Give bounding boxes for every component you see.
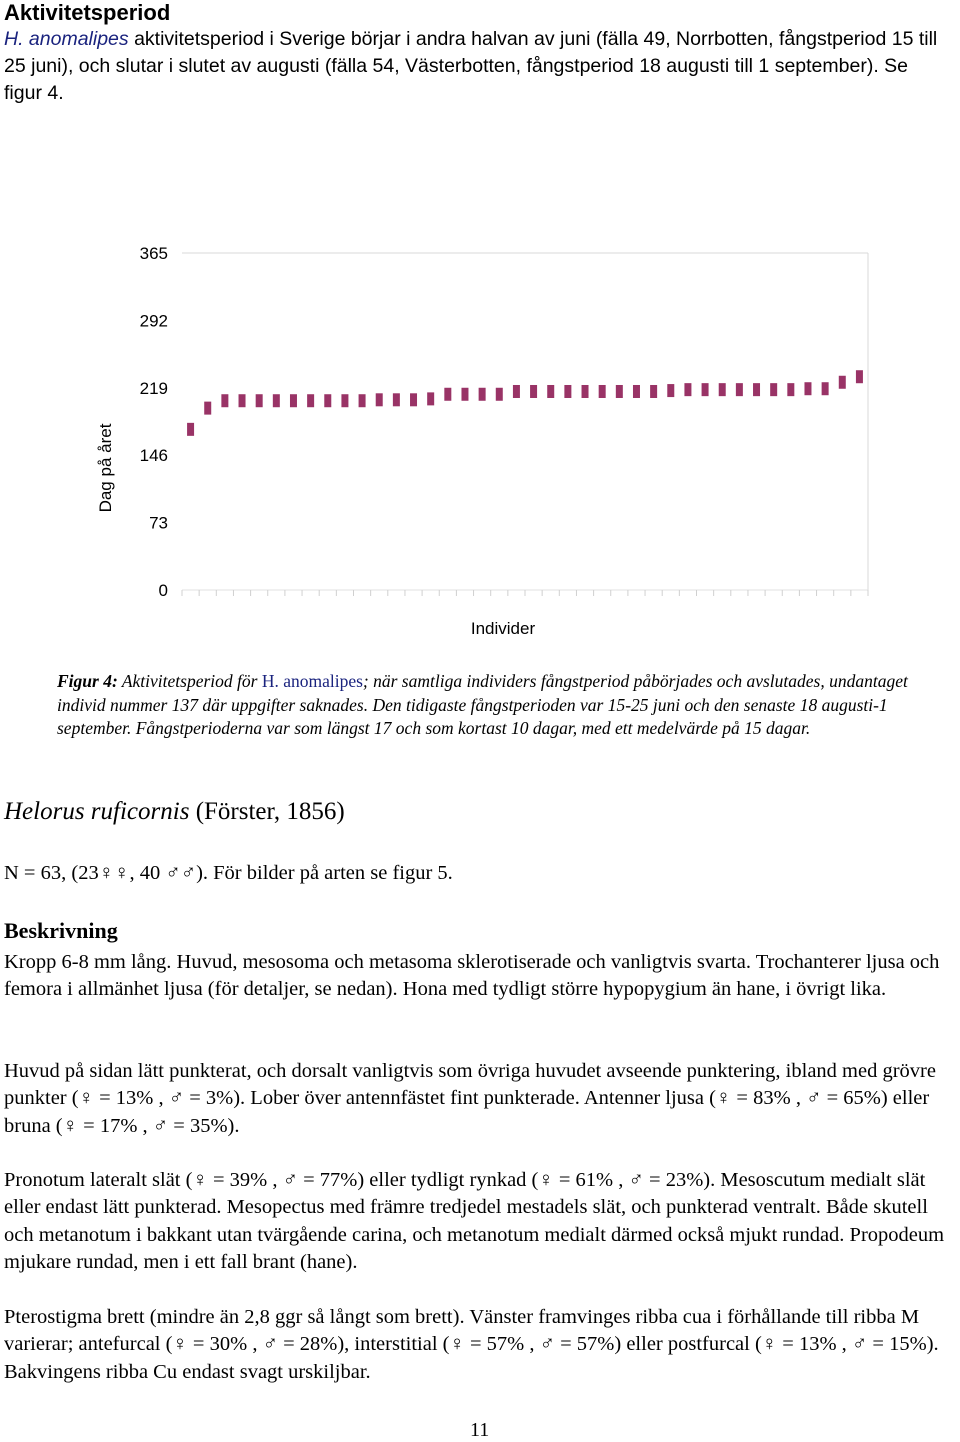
description-heading: Beskrivning [4, 918, 118, 943]
data-point [187, 423, 194, 436]
data-point [650, 385, 657, 398]
data-point [221, 394, 228, 407]
data-point [753, 383, 760, 396]
specimen-count: N = 63, (23♀♀, 40 ♂♂). För bilder på arten se figur 5. [4, 862, 453, 884]
y-tick-label: 292 [139, 311, 168, 331]
y-tick-label: 0 [158, 581, 168, 600]
data-point [804, 382, 811, 395]
data-point [256, 394, 263, 407]
data-point [513, 385, 520, 398]
data-point [787, 383, 794, 396]
page-number: 11 [470, 1419, 490, 1441]
y-tick-label: 146 [139, 446, 168, 466]
data-point [359, 394, 366, 407]
data-point [376, 393, 383, 406]
data-point [496, 388, 503, 401]
data-point [444, 388, 451, 401]
caption-part1: Aktivitetsperiod för [117, 671, 262, 691]
data-point [307, 394, 314, 407]
data-point [684, 383, 691, 396]
caption-label: Figur 4: [57, 671, 118, 691]
data-point [822, 382, 829, 395]
data-point [239, 394, 246, 407]
data-point [204, 402, 211, 415]
section-title-aktivitetsperiod: Aktivitetsperiod [4, 0, 171, 25]
data-point [410, 393, 417, 406]
data-point [564, 385, 571, 398]
caption-part2: ; när samtliga individers fångstperiod påbörjades och avslutades, undantaget individ nummer 137 där uppgifter saknades. Den tidigaste fångstperioden var 15-25 juni och den senaste 18 augusti-1 september. Fångstperioderna var som längst 17 och som kortast 10 dagar, med ett medelvärde på 15 dagar. [57, 671, 908, 738]
data-point [839, 376, 846, 389]
data-point [582, 385, 589, 398]
paragraph-body: Kropp 6-8 mm lång. Huvud, mesosoma och metasoma sklerotiserade och vanligtvis svarta. Trochanterer ljusa och femora i allmänhet ljusa (för detaljer, se nedan). Hona med tydligt större hypopygium än hane, i övrigt lika. [4, 951, 940, 1001]
paragraph-wings: Pterostigma brett (mindre än 2,8 ggr så långt som brett). Vänster framvinges ribba cua i förhållande till ribba M varierar; antefurcal (♀ = 30% , ♂ = 28%), interstitial (♀ = 57% , ♂ = 57%) eller postfurcal (♀ = 13% , ♂ = 15%). Bakvingens ribba Cu endast svagt urskiljbar. [4, 1306, 939, 1383]
activity-period-chart [0, 235, 960, 655]
intro-paragraph [4, 26, 944, 107]
species-heading [4, 796, 345, 828]
y-tick-label: 219 [139, 378, 168, 398]
data-point [393, 393, 400, 406]
x-axis-label: Individer [470, 619, 536, 638]
data-point [461, 388, 468, 401]
paragraph-head: Huvud på sidan lätt punkterat, och dorsalt vanligtvis som övriga huvudet avseende punktering, ibland med grövre punkter (♀ = 13% , ♂ = 3%). Lober över antennfästet fint punkterade. Antenner ljusa (♀ = 83% , ♂ = 65%) eller bruna (♀ = 17% , ♂ = 35%). [4, 1060, 936, 1137]
figure-caption [57, 670, 917, 741]
data-point [290, 394, 297, 407]
data-point [856, 370, 863, 383]
data-point [633, 385, 640, 398]
data-point [273, 394, 280, 407]
data-point [667, 384, 674, 397]
data-point [770, 383, 777, 396]
data-point [427, 392, 434, 405]
y-axis-label: Dag på året [96, 423, 115, 513]
data-point [616, 385, 623, 398]
data-point [719, 383, 726, 396]
y-tick-label: 73 [149, 513, 168, 533]
species-name: Helorus ruficornis [4, 798, 190, 825]
caption-species: H. anomalipes [261, 671, 363, 691]
data-point [702, 383, 709, 396]
intro-text: aktivitetsperiod i Sverige börjar i andra halvan av juni (fälla 49, Norrbotten, fångstperiod 15 till 25 juni), och slutar i slutet av augusti (fälla 54, Västerbotten, fångstperiod 18 augusti till 1 september). Se figur 4. [4, 28, 938, 104]
data-point [324, 394, 331, 407]
y-tick-label: 365 [139, 244, 168, 263]
intro-species: H. anomalipes [4, 28, 129, 50]
data-point [599, 385, 606, 398]
data-point [479, 388, 486, 401]
species-author: (Förster, 1856) [189, 798, 345, 825]
data-point [530, 385, 537, 398]
paragraph-thorax: Pronotum lateralt slät (♀ = 39% , ♂ = 77%) eller tydligt rynkad (♀ = 61% , ♂ = 23%). Mesoscutum medialt slät eller endast lätt punkterad. Mesopectus med främre tredjedel mestadels slät, och punkterad ventralt. Både skutell och metanotum i bakkant utan tvärgående carina, och metanotum medialt därmed också mjukt rundad. Propodeum mjukare rundad, men i ett fall brant (hane). [4, 1169, 945, 1273]
data-point [341, 394, 348, 407]
data-point [547, 385, 554, 398]
data-point [736, 383, 743, 396]
